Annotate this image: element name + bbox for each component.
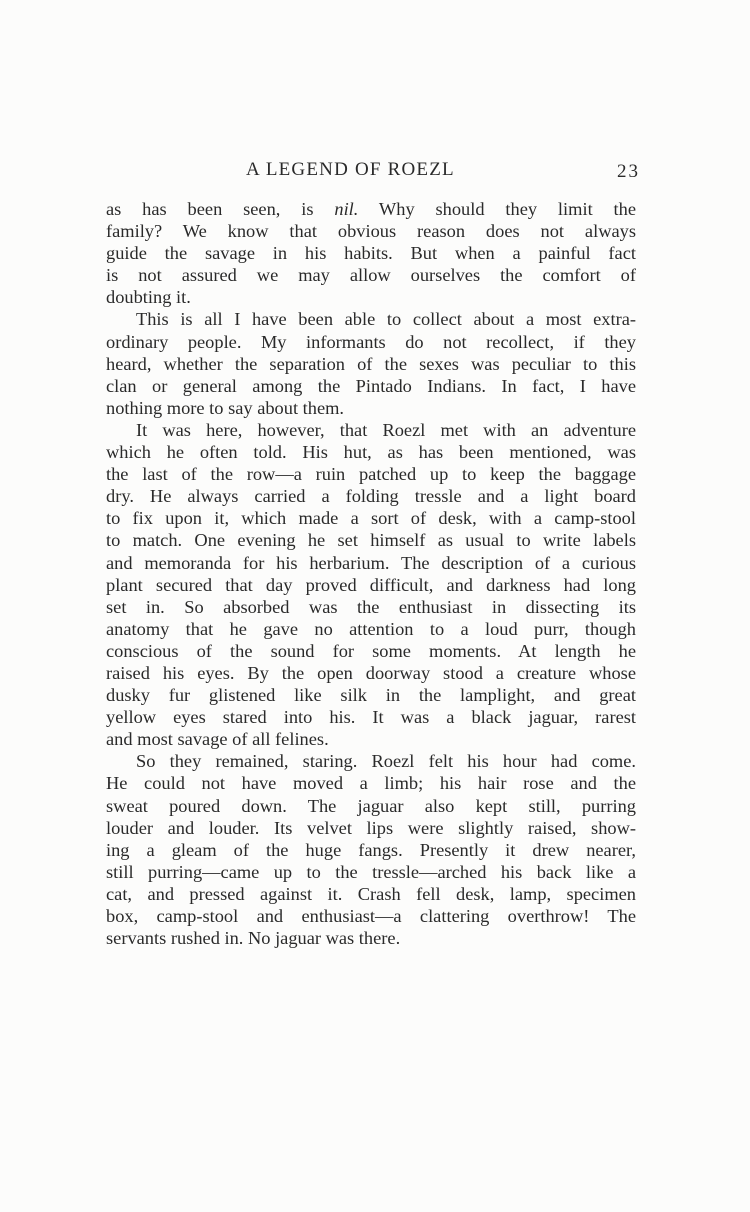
text-line: box, camp-stool and enthusiast—a clattering overthrow! The bbox=[106, 906, 636, 926]
text-line: yellow eyes stared into his. It was a black jaguar, rarest bbox=[106, 707, 636, 728]
running-title: A LEGEND OF ROEZL bbox=[246, 159, 455, 180]
text-line: ing a gleam of the huge fangs. Presently it drew nearer, bbox=[106, 839, 636, 860]
text-line: the last of the row—a ruin patched up to keep the baggage bbox=[106, 464, 636, 485]
text-line: doubting it. bbox=[106, 287, 191, 308]
text-line: still purring—came up to the tressle—arched his back like a bbox=[106, 861, 636, 882]
text-line: clan or general among the Pintado Indians. In fact, I have bbox=[106, 375, 636, 396]
text-line: plant secured that day proved difficult, and darkness had long bbox=[106, 574, 636, 595]
text-line: and memoranda for his herbarium. The description of a curious bbox=[106, 552, 636, 573]
paragraph bbox=[106, 750, 636, 949]
text-line: is not assured we may allow ourselves the comfort of bbox=[106, 265, 636, 286]
text-line: dusky fur glistened like silk in the lamplight, and great bbox=[106, 685, 636, 706]
text-line: servants rushed in. No jaguar was there. bbox=[106, 928, 401, 949]
text-line: nothing more to say about them. bbox=[106, 397, 345, 418]
running-head bbox=[106, 159, 640, 185]
paragraph bbox=[106, 419, 636, 750]
text-line: to match. One evening he set himself as usual to write labels bbox=[106, 530, 636, 551]
text-line: guide the savage in his habits. But when a painful fact bbox=[106, 243, 636, 264]
text-line: set in. So absorbed was the enthusiast in dissecting its bbox=[106, 596, 636, 617]
text-line: conscious of the sound for some moments. At length he bbox=[106, 640, 636, 661]
text-line: He could not have moved a limb; his hair rose and the bbox=[106, 773, 636, 794]
text-line: anatomy that he gave no attention to a loud purr, though bbox=[106, 618, 636, 639]
text-line: family? We know that obvious reason does not always bbox=[106, 221, 636, 242]
text-line: as has been seen, is nil. Why should they limit the bbox=[106, 199, 636, 219]
text-line: heard, whether the separation of the sexes was peculiar to this bbox=[106, 353, 636, 374]
italic-word: nil. bbox=[334, 199, 359, 219]
text-line: This is all I have been able to collect about a most extra- bbox=[136, 309, 636, 330]
text-line: ordinary people. My informants do not recollect, if they bbox=[106, 331, 636, 352]
text-line: and most savage of all felines. bbox=[106, 729, 329, 750]
text-line: It was here, however, that Roezl met with an adventure bbox=[136, 419, 636, 440]
paragraph bbox=[106, 198, 636, 308]
text-line: dry. He always carried a folding tressle and a light board bbox=[106, 486, 636, 507]
text-line: sweat poured down. The jaguar also kept still, purring bbox=[106, 795, 636, 816]
body-text bbox=[106, 198, 636, 949]
page-number: 23 bbox=[617, 161, 640, 182]
text-line: raised his eyes. By the open doorway stood a creature whose bbox=[106, 662, 636, 683]
text-line: So they remained, staring. Roezl felt his hour had come. bbox=[136, 751, 636, 772]
paragraph bbox=[106, 308, 636, 418]
text-line: cat, and pressed against it. Crash fell desk, lamp, specimen bbox=[106, 883, 636, 904]
text-line: which he often told. His hut, as has been mentioned, was bbox=[106, 442, 636, 463]
text-line: louder and louder. Its velvet lips were slightly raised, show- bbox=[106, 817, 636, 838]
text-line: to fix upon it, which made a sort of desk, with a camp-stool bbox=[106, 508, 636, 529]
